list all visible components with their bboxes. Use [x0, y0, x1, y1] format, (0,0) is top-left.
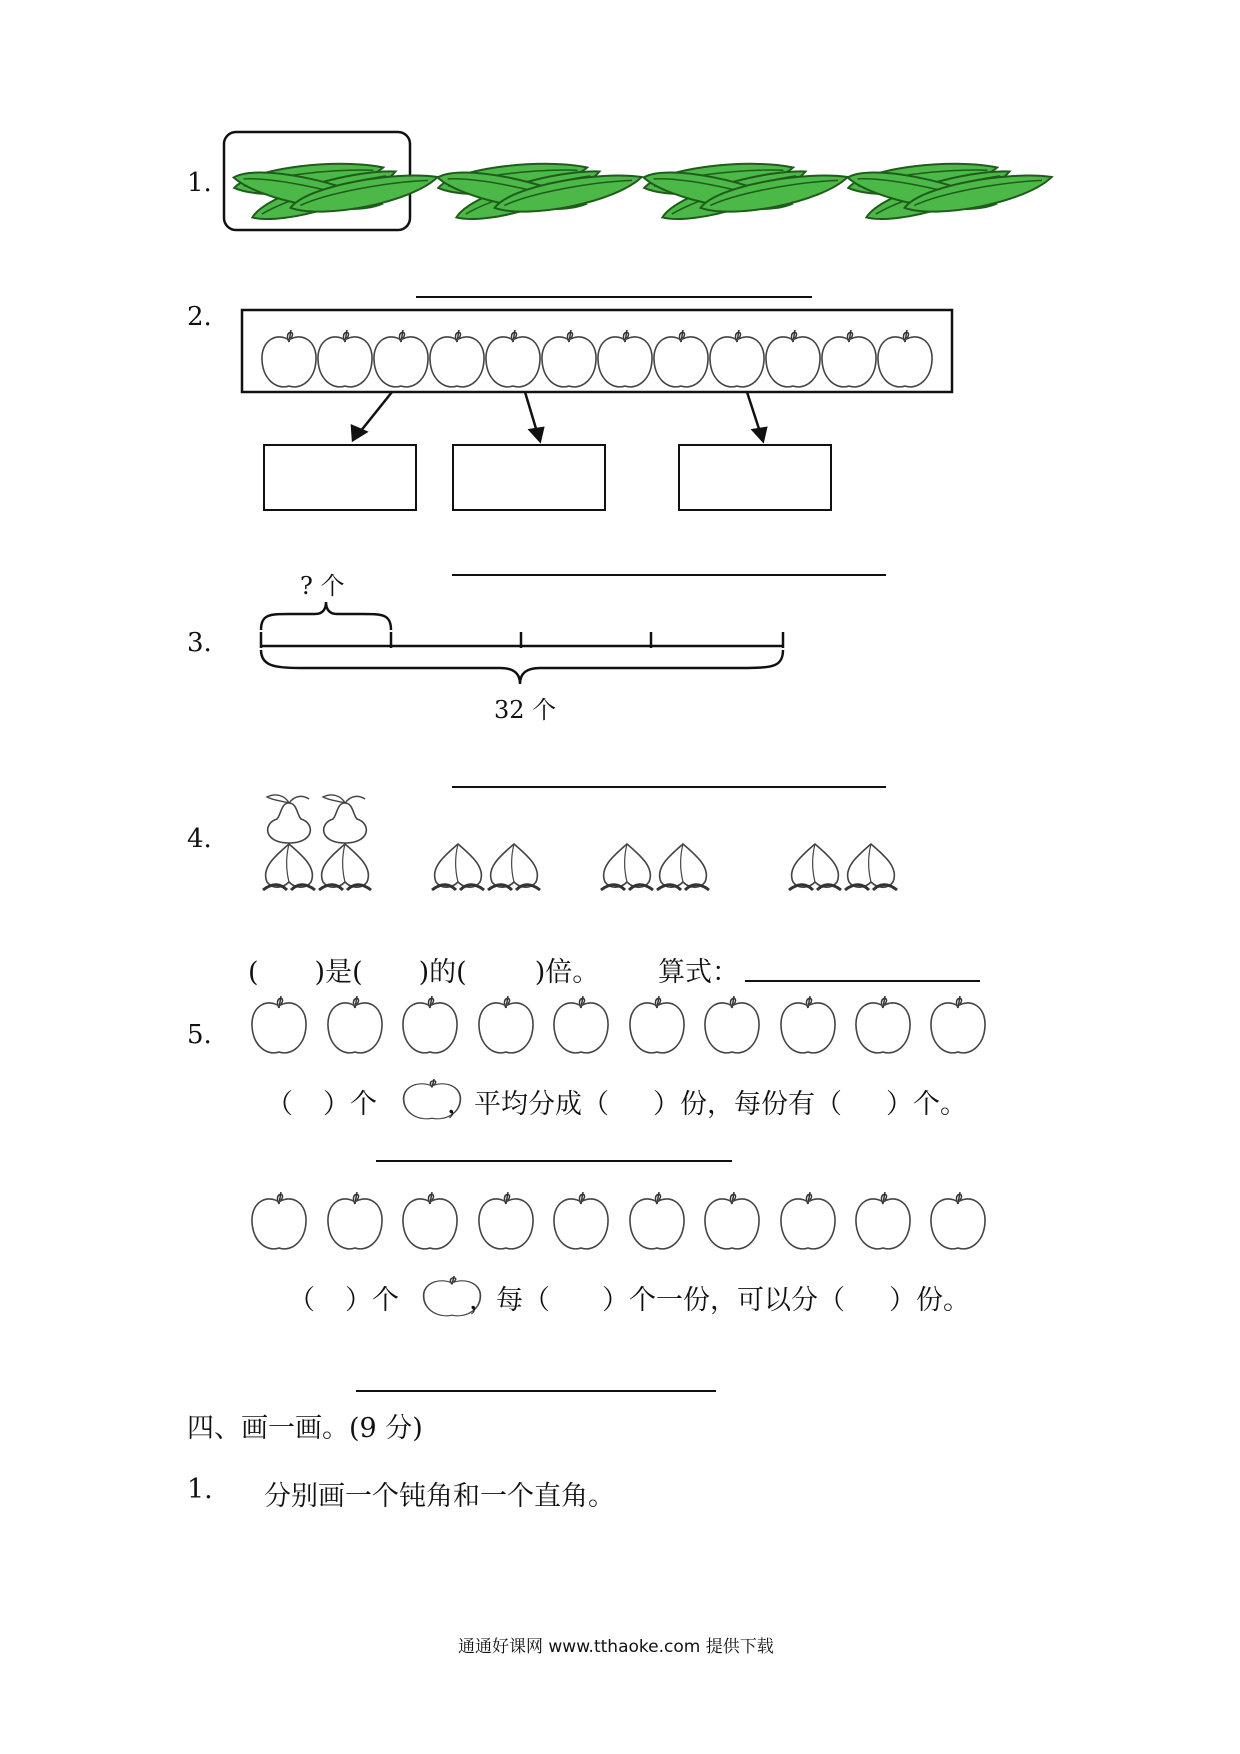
- q5-line-1: [266, 1082, 967, 1121]
- q5-l2-can-divide: ）个一份，可以分（: [602, 1285, 845, 1316]
- pea-pod-icon: [435, 160, 644, 227]
- q4-formula-label: 算式：: [658, 957, 739, 988]
- footer-text: 通通好课网 www.tthaoke.com 提供下载: [458, 1637, 774, 1657]
- q2-arrows: [352, 392, 766, 441]
- apple-icon: [878, 330, 932, 387]
- apple-icon: [403, 1192, 457, 1249]
- apple-icon: [262, 330, 316, 387]
- q5-l1-open: （: [266, 1089, 293, 1120]
- apple-icon: [486, 330, 540, 387]
- peach-icon: [789, 844, 841, 890]
- apple-icon: [479, 1192, 533, 1249]
- q1-number: 1.: [187, 168, 212, 198]
- peach-icon: [263, 844, 315, 890]
- q2-answer-box-1[interactable]: [263, 444, 417, 511]
- apple-icon: [252, 1192, 306, 1249]
- apple-icon: [766, 330, 820, 387]
- pear-icon: [267, 795, 310, 843]
- q2-answer-line[interactable]: [416, 296, 812, 298]
- q3-number: 3.: [187, 628, 212, 658]
- q4-number: 4.: [187, 824, 212, 854]
- pea-pod-icon: [641, 160, 850, 227]
- peach-icon: [601, 844, 653, 890]
- apple-icon: [328, 1192, 382, 1249]
- section-4-title: 四、画一画。(9 分): [187, 1413, 423, 1444]
- q4-paren-open: (: [248, 957, 259, 988]
- apple-icon: [328, 996, 382, 1053]
- q5-answer-line-1[interactable]: [376, 1160, 732, 1162]
- apple-icon: [403, 996, 457, 1053]
- q2-answer-box-2[interactable]: [452, 444, 606, 511]
- peach-icon: [432, 844, 484, 890]
- peach-icon: [319, 844, 371, 890]
- pea-pod-icon: [845, 160, 1054, 227]
- q4-sentence: [248, 950, 599, 989]
- apple-icon: [430, 330, 484, 387]
- apple-icon: [654, 330, 708, 387]
- peach-icon: [488, 844, 540, 890]
- apple-icon: [630, 1192, 684, 1249]
- q4-peaches: [263, 844, 897, 890]
- apple-icon: [542, 330, 596, 387]
- q4-text-de: )的(: [418, 957, 467, 988]
- apple-icon: [856, 996, 910, 1053]
- q5-l2-each: ，每（: [469, 1285, 550, 1316]
- apple-icon: [931, 1192, 985, 1249]
- apple-icon: [710, 330, 764, 387]
- q5-apple-row-1: [252, 996, 985, 1053]
- section-4-item-1-text: 分别画一个钝角和一个直角。: [264, 1481, 615, 1512]
- q4-formula-line[interactable]: [745, 980, 980, 982]
- q5-l2-ge: ）个: [345, 1285, 399, 1316]
- apple-icon: [630, 996, 684, 1053]
- q5-line-2: [288, 1278, 970, 1317]
- apple-icon: [705, 1192, 759, 1249]
- q2-answer-box-3[interactable]: [678, 444, 832, 511]
- apple-icon: [856, 1192, 910, 1249]
- section-4-item-1-number: 1.: [187, 1474, 213, 1505]
- q3-top-label: ? 个: [300, 572, 345, 600]
- apple-icon: [598, 330, 652, 387]
- q5-l2-open: （: [288, 1285, 315, 1316]
- q5-number: 5.: [187, 1020, 212, 1050]
- q5-answer-line-2[interactable]: [356, 1390, 716, 1392]
- q5-l1-divide: ，平均分成（: [447, 1089, 609, 1120]
- q2-number: 2.: [187, 302, 212, 332]
- q5-l1-end: ）个。: [886, 1089, 967, 1120]
- apple-icon: [931, 996, 985, 1053]
- apple-icon: [479, 996, 533, 1053]
- q4-pears: [267, 795, 366, 843]
- apple-icon: [554, 996, 608, 1053]
- q4-text-shi: )是(: [314, 957, 363, 988]
- apple-icon: [374, 330, 428, 387]
- q5-apple-row-2: [252, 1192, 985, 1249]
- apple-icon: [252, 996, 306, 1053]
- q2-apple-row: [262, 330, 932, 387]
- q3-bottom-label: 32 个: [494, 696, 557, 724]
- apple-icon: [705, 996, 759, 1053]
- apple-icon: [554, 1192, 608, 1249]
- q3-answer-line[interactable]: [452, 574, 886, 576]
- q5-l2-end: ）份。: [889, 1285, 970, 1316]
- apple-icon: [781, 996, 835, 1053]
- q4-text-bei: )倍。: [534, 957, 600, 988]
- peach-icon: [845, 844, 897, 890]
- apple-icon: [822, 330, 876, 387]
- q2-apple-frame: [242, 310, 952, 392]
- q5-l1-each: ）份，每份有（: [653, 1089, 842, 1120]
- apple-icon: [781, 1192, 835, 1249]
- q5-l1-ge: ）个: [323, 1089, 377, 1120]
- peach-icon: [657, 844, 709, 890]
- pear-icon: [323, 795, 366, 843]
- apple-icon: [318, 330, 372, 387]
- q4-answer-line[interactable]: [452, 786, 886, 788]
- q3-segment-diagram: [261, 602, 783, 684]
